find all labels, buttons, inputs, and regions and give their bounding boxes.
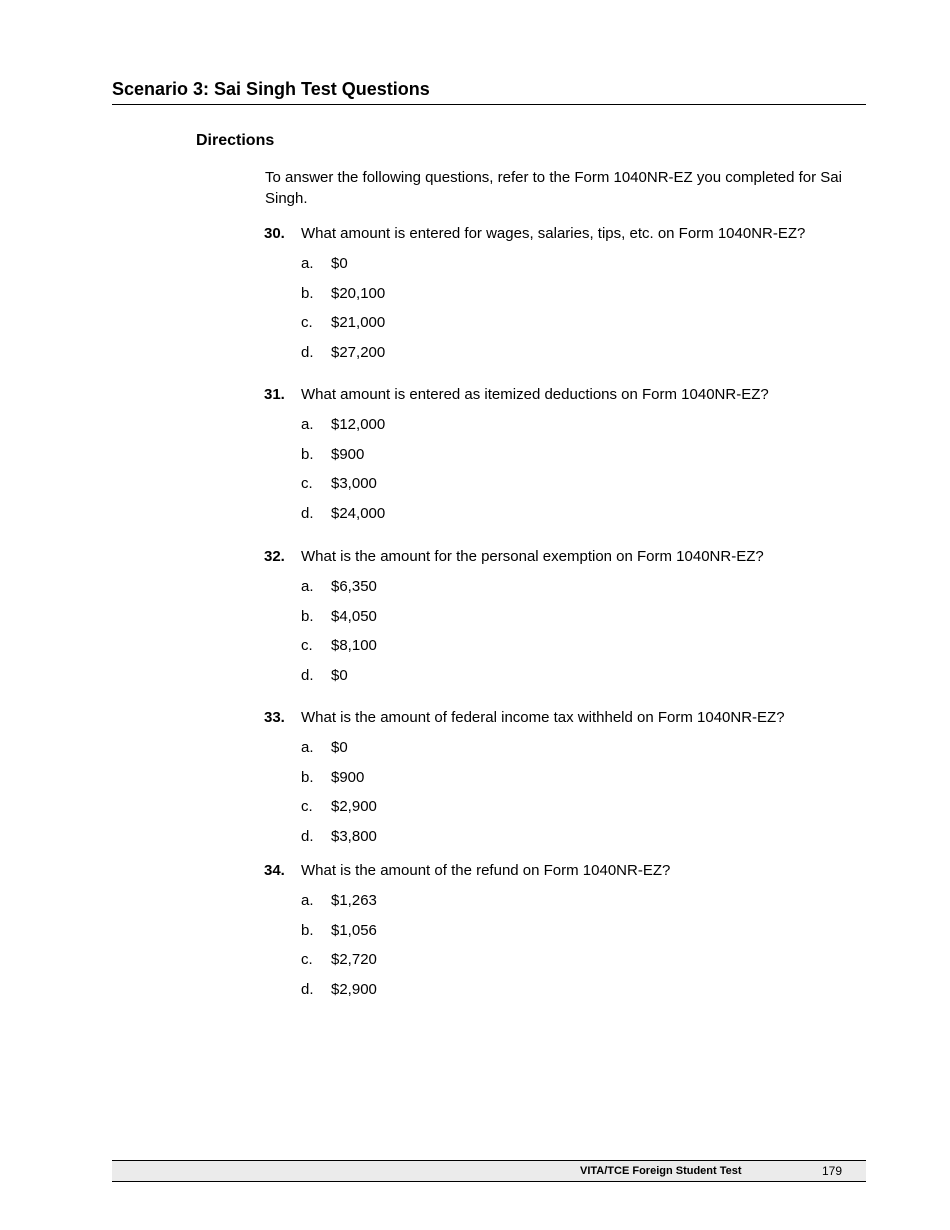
question-31 <box>264 385 864 533</box>
page-title: Scenario 3: Sai Singh Test Questions <box>112 79 430 99</box>
answer-option-b <box>264 607 864 637</box>
title-divider <box>112 104 866 105</box>
option-letter: a. <box>301 255 314 272</box>
option-value: $1,263 <box>331 892 377 909</box>
option-value: $2,900 <box>331 980 377 998</box>
answer-options <box>264 577 864 695</box>
option-letter: a. <box>301 578 314 595</box>
option-value: $4,050 <box>331 607 377 625</box>
question-30 <box>264 224 864 372</box>
question-text: What is the amount of federal income tax withheld on Form 1040NR-EZ? <box>301 709 785 726</box>
option-letter: d. <box>301 504 314 522</box>
option-value: $20,100 <box>331 284 386 302</box>
answer-option-d <box>264 504 864 534</box>
answer-option-d <box>264 980 864 1010</box>
answer-option-c <box>264 474 864 504</box>
option-letter: b. <box>301 607 314 625</box>
footer-title: VITA/TCE Foreign Student Test <box>580 1165 742 1177</box>
option-letter: a. <box>301 739 314 756</box>
option-value: $27,200 <box>331 343 386 361</box>
option-value: $1,056 <box>331 921 377 939</box>
option-value: $24,000 <box>331 504 386 522</box>
option-value: $2,900 <box>331 798 377 815</box>
option-value: $8,100 <box>331 637 377 654</box>
answer-option-a <box>264 738 864 768</box>
option-value: $0 <box>331 255 348 272</box>
question-number: 31. <box>264 386 285 403</box>
question-stem <box>264 547 864 567</box>
option-letter: c. <box>301 314 313 331</box>
option-value: $12,000 <box>331 416 386 433</box>
question-stem <box>264 385 864 405</box>
question-number: 34. <box>264 862 285 879</box>
option-value: $0 <box>331 739 348 756</box>
option-letter: c. <box>301 798 313 815</box>
option-letter: d. <box>301 666 314 684</box>
answer-option-d <box>264 666 864 696</box>
question-number: 30. <box>264 225 285 242</box>
question-text: What amount is entered for wages, salaries, tips, etc. on Form 1040NR-EZ? <box>301 225 806 242</box>
answer-option-c <box>264 797 864 827</box>
option-letter: b. <box>301 445 314 463</box>
directions-text: To answer the following questions, refer to the Form 1040NR-EZ you completed for Sai Singh. <box>265 169 842 207</box>
option-value: $900 <box>331 445 365 463</box>
answer-option-a <box>264 254 864 284</box>
question-number: 32. <box>264 548 285 565</box>
answer-options <box>264 891 864 1009</box>
question-number: 33. <box>264 709 285 726</box>
answer-option-c <box>264 313 864 343</box>
option-letter: b. <box>301 921 314 939</box>
question-text: What is the amount of the refund on Form 1040NR-EZ? <box>301 862 671 879</box>
option-value: $900 <box>331 768 365 786</box>
page-footer <box>112 1160 866 1182</box>
option-letter: d. <box>301 980 314 998</box>
directions-heading: Directions <box>196 132 275 149</box>
option-letter: a. <box>301 892 314 909</box>
answer-options <box>264 254 864 372</box>
answer-option-a <box>264 891 864 921</box>
question-stem <box>264 708 864 728</box>
answer-option-a <box>264 577 864 607</box>
option-letter: d. <box>301 827 314 845</box>
option-value: $2,720 <box>331 951 377 968</box>
question-text: What amount is entered as itemized deductions on Form 1040NR-EZ? <box>301 386 769 403</box>
option-letter: a. <box>301 416 314 433</box>
question-33 <box>264 708 864 856</box>
option-letter: b. <box>301 284 314 302</box>
option-letter: d. <box>301 343 314 361</box>
option-value: $3,800 <box>331 827 377 845</box>
answer-option-b <box>264 445 864 475</box>
answer-option-d <box>264 343 864 373</box>
question-text: What is the amount for the personal exemption on Form 1040NR-EZ? <box>301 548 764 565</box>
option-value: $6,350 <box>331 578 377 595</box>
answer-options <box>264 415 864 533</box>
answer-option-b <box>264 768 864 798</box>
question-32 <box>264 547 864 695</box>
answer-option-c <box>264 950 864 980</box>
option-letter: b. <box>301 768 314 786</box>
option-letter: c. <box>301 951 313 968</box>
answer-option-a <box>264 415 864 445</box>
option-value: $3,000 <box>331 475 377 492</box>
answer-option-d <box>264 827 864 857</box>
question-34 <box>264 861 864 1009</box>
option-value: $21,000 <box>331 314 386 331</box>
question-stem <box>264 861 864 881</box>
answer-options <box>264 738 864 856</box>
answer-option-b <box>264 921 864 951</box>
page-number: 179 <box>822 1164 843 1178</box>
question-stem <box>264 224 864 244</box>
option-value: $0 <box>331 666 348 684</box>
option-letter: c. <box>301 475 313 492</box>
option-letter: c. <box>301 637 313 654</box>
answer-option-c <box>264 636 864 666</box>
answer-option-b <box>264 284 864 314</box>
